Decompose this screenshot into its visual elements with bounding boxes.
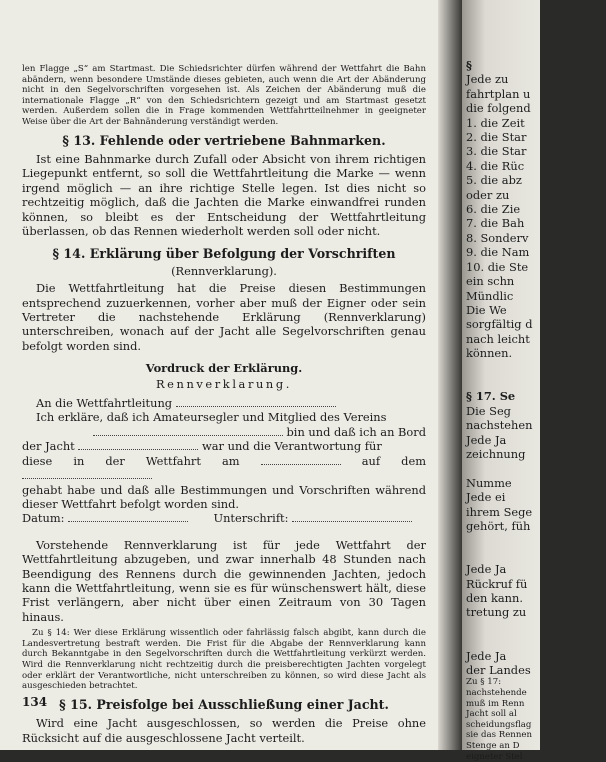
right-page-line: 7. die Bah [466, 216, 525, 231]
right-page-line: Mündlic [466, 288, 514, 303]
section-15-heading: § 15. Preisfolge bei Ausschließung einer Jacht. [59, 696, 389, 712]
right-text-column [466, 58, 606, 762]
right-page-line: ein schn [466, 274, 515, 289]
right-page-line: ihrem Sege [466, 504, 533, 519]
right-page-line: 5. die abz [466, 173, 522, 188]
form-line-3: der Jacht war und die Verantwortung für [22, 439, 382, 454]
form-addressee: An die Wettfahrtleitung [22, 396, 426, 410]
right-page-line: die folgend [466, 101, 531, 116]
right-page-line: Jede ei [466, 490, 506, 505]
right-page-line [466, 375, 606, 389]
section-14-note: Zu § 14: Wer diese Erklärung wissentlich oder fahrlässig falsch abgibt, kann durch die Landesvertretung bestraft werden. Die Frist für die Abgabe der Rennverklarung kann durch Bekanntgabe in den Segelvorschriften durch die Wettfahrtleitung verkürzt werden. Wird die Rennverklarung nicht rechtzeitig durch die preisberechtigten Jachten vorgelegt oder erklärt der Verantwortliche, nicht unterschreiben zu können, so wird diese Jacht als ausgeschieden betrachtet. [22, 628, 426, 692]
right-page-line: zeichnung [466, 446, 526, 461]
intro-paragraph: len Flagge „S“ am Startmast. Die Schiedsrichter dürfen während der Wettfahrt die Bahn abändern, wenn besondere Umstände dieses gebieten, auch wenn die Art der Abänderung nicht in den Segelvorschriften vorgesehen ist. Als Zeichen der Abänderung muß die internationale Flagge „R“ von den Schiedsrichtern gezeigt und am Startmast gesetzt werden. Außerdem sollen die in Frage kommenden Wettfahrtteilnehmer in geeigneter Weise über die Art der Bahnänderung verständigt werden. [22, 64, 426, 127]
form-subtitle: Rennverklarung. [156, 376, 292, 391]
right-page-line: Rückruf fü [466, 576, 528, 591]
right-page-line: gehört, füh [466, 519, 531, 533]
right-page-line: nachstehen [466, 418, 533, 433]
right-page-line: Jede zu [466, 72, 509, 87]
section-15-body: Wird eine Jacht ausgeschlossen, so werden die Preise ohne Rücksicht auf die ausgeschlossene Jacht verteilt. [22, 716, 426, 745]
right-page-line: Jede Ja [466, 562, 507, 577]
form-line-1: Ich erkläre, daß ich Amateursegler und Mitglied des Vereins [36, 410, 387, 425]
right-page-line [466, 461, 606, 475]
right-page-line: 8. Sonderv [466, 230, 529, 245]
right-page-line: Zu § 17: [466, 677, 502, 688]
section-13-body: Ist eine Bahnmarke durch Zufall oder Absicht von ihrem richtigen Liegepunkt entfernt, so soll die Wettfahrtleitung die Marke — wenn irgend möglich — an ihre richtige Stelle legen. Ist dies nicht so rechtzeitig möglich, daß die Jachten die Marke einwandfrei runden können, so bleibt es der Entscheidung der Wettfahrtleitung überlassen, ob das Rennen wiederholt werden soll oder nicht. [22, 151, 426, 238]
section-14-subheading: (Rennverklarung). [171, 263, 277, 278]
right-page-line [466, 361, 606, 375]
page-number: 134 [22, 695, 48, 709]
right-page-line [466, 634, 606, 648]
right-page-line: eigneter Stel [466, 751, 523, 762]
right-page-line: § 17. Se [466, 389, 516, 404]
form-title: Vordruck der Erklärung. [145, 361, 303, 376]
right-page-line: Jede Ja [466, 432, 507, 447]
right-page-line: nachstehende [466, 688, 527, 699]
right-page-line: können. [466, 346, 513, 361]
right-page-line [466, 548, 606, 562]
form-date-signature: Datum: Unterschrift: [22, 511, 426, 525]
after-form-paragraph: Vorstehende Rennverklarung ist für jede Wettfahrt der Wettfahrtleitung abzugeben, und zwar innerhalb 48 Stunden nach Beendigung des Rennens durch die gewinnenden Jachten, jedoch kann die Wettfahrtleitung, wenn sie es für wünschenswert hält, diese Frist verlängern, aber nicht über einen Zeitraum von 30 Tagen hinaus. [22, 537, 426, 624]
right-page-line [466, 620, 606, 634]
right-page-line: 3. die Star [466, 144, 527, 159]
right-page-line: sorgfältig d [466, 317, 533, 332]
right-page-line: der Landes [466, 663, 531, 678]
right-page-line: § [466, 58, 472, 72]
right-page-line: 9. die Nam [466, 245, 530, 260]
right-page-line: Die We [466, 302, 507, 317]
right-page-line [466, 533, 606, 547]
right-page-line: Numme [466, 475, 512, 490]
form-line-5: gehabt habe und daß alle Bestimmungen und Vorschriften während dieser Wettfahrt befolgt worden sind. [22, 482, 426, 511]
section-14-heading: § 14. Erklärung über Befolgung der Vorschriften [52, 246, 396, 262]
right-page [462, 0, 540, 762]
right-page-line: sie das Rennen [466, 730, 532, 741]
right-page-line: fahrtplan u [466, 86, 531, 101]
right-page-line: Jede Ja [466, 648, 507, 663]
right-page-line: Die Seg [466, 403, 511, 418]
section-13-heading: § 13. Fehlende oder vertriebene Bahnmarken. [62, 132, 386, 148]
book-gutter [438, 0, 464, 750]
right-page-line: 1. die Zeit [466, 115, 525, 130]
right-page-line: 2. die Star [466, 130, 527, 145]
right-page-line: den kann. [466, 591, 523, 606]
right-page-line: scheidungsflag [466, 719, 532, 730]
right-page-line: Stenge an D [466, 741, 520, 752]
right-page-line: tretung zu [466, 605, 527, 620]
right-page-line: nach leicht [466, 331, 530, 346]
form-line-4: diese in der Wettfahrt am auf dem [22, 454, 426, 483]
right-page-line: oder zu [466, 187, 510, 202]
right-page-line: 4. die Rüc [466, 158, 525, 173]
right-page-line: 6. die Zie [466, 202, 521, 217]
left-text-column [22, 64, 426, 745]
right-page-line: 10. die Ste [466, 259, 529, 274]
right-page-line: Jacht soll al [466, 709, 517, 720]
right-page-line: muß im Renn [466, 698, 525, 709]
section-14-body: Die Wettfahrtleitung hat die Preise diesen Bestimmungen entsprechend zuzuerkennen, vorher aber muß der Eigner oder sein Vertreter die nachstehende Erklärung (Rennverklarung) unterschreiben, wonach auf der Jacht alle Segelvorschriften genau befolgt worden sind. [22, 281, 426, 353]
form-line-2: bin und daß ich an Bord [22, 425, 426, 439]
